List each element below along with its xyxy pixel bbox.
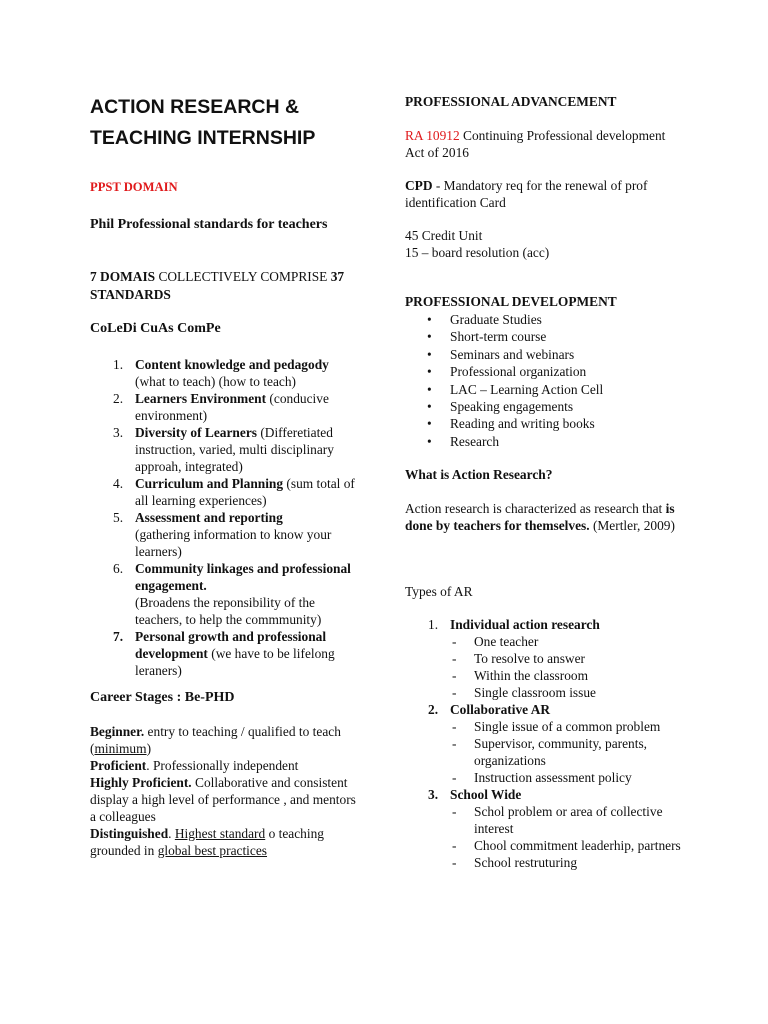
list-item [90, 424, 365, 475]
cpd-text: - Mandatory req for the renewal of prof identification Card [405, 178, 648, 210]
list-item [90, 356, 365, 390]
domain-title: Learners Environment [135, 391, 267, 406]
distinguished-label: Distinguished [90, 826, 169, 841]
list-number: 2. [428, 702, 439, 717]
bullet-icon: • [427, 433, 432, 449]
dash-icon: - [452, 685, 457, 700]
domain-desc: (what to teach) (how to teach) [135, 374, 296, 389]
list-item [90, 509, 365, 560]
list-item [405, 433, 685, 450]
bullet-text: Graduate Studies [450, 312, 542, 327]
bullet-text: Speaking engagements [450, 398, 574, 414]
ra-number: RA 10912 [405, 128, 460, 143]
list-number: 6. [113, 561, 124, 576]
sub-item [405, 667, 685, 684]
dash-icon: - [452, 719, 457, 734]
sub-item-text: Schol problem or area of collective interest [474, 804, 663, 836]
types-of-ar-heading: Types of AR [405, 584, 473, 599]
list-item [405, 346, 685, 363]
what-is-ar-heading: What is Action Research? [405, 467, 553, 482]
beginner-para [90, 723, 365, 757]
definition-c: (Mertler, 2009) [589, 518, 675, 533]
list-item [90, 475, 365, 509]
list-item [90, 560, 365, 628]
proficient-text: . Professionally independent [146, 758, 299, 773]
list-item [90, 628, 365, 679]
bullet-icon: • [427, 312, 432, 327]
distinguished-mid: o teaching grounded in [90, 826, 324, 858]
sub-item [405, 718, 685, 735]
sub-item-text: Chool commitment leaderhip, partners [474, 838, 681, 853]
domain-title: Curriculum and Planning [135, 476, 284, 491]
domain-desc: (sum total of all learning experiences) [135, 476, 355, 508]
dash-icon: - [452, 804, 457, 819]
domain-desc: (we have to be lifelong leraners) [135, 646, 335, 678]
document-title: ACTION RESEARCH & TEACHING INTERNSHIP [90, 96, 316, 149]
credit-line: 45 Credit Unit [405, 228, 483, 243]
list-item [405, 616, 685, 633]
list-item [405, 381, 685, 398]
bullet-text: Professional organization [450, 364, 587, 380]
highly-proficient-text: Collaborative and consistent display a high level of performance , and mentors a colleagues [90, 775, 356, 824]
list-item [405, 415, 685, 432]
domain-desc: (Broadens the reponsibility of the teachers, to help the commmunity) [135, 595, 322, 627]
list-number: 5. [113, 510, 124, 525]
distinguished-para [90, 825, 365, 859]
highest-standard: Highest standard [174, 826, 266, 841]
bullet-text: LAC – Learning Action Cell [450, 381, 604, 397]
domain-title: Content knowledge and pedagody [135, 357, 329, 372]
domains-standards: 37 STANDARDS [90, 269, 345, 302]
career-stages-heading: Career Stages : Be-PHD [90, 690, 235, 705]
mnemonic-heading: CoLeDi CuAs ComPe [90, 321, 221, 336]
sub-item-text: Single classroom issue [474, 685, 596, 700]
sub-item [405, 803, 685, 837]
domains-mid: COLLECTIVELY COMPRISE [155, 269, 331, 284]
bullet-icon: • [427, 416, 432, 432]
list-number: 3. [428, 787, 439, 802]
domain-desc: (Differetiated instruction, varied, multi disciplinary approah, integrated) [135, 425, 334, 474]
sub-item [405, 854, 685, 871]
sub-item-text: Supervisor, community, parents, organizations [474, 736, 648, 768]
ar-types-list [405, 616, 685, 871]
list-number: 4. [113, 476, 124, 491]
ppst-domain-heading: PPST DOMAIN [90, 180, 178, 194]
dash-icon: - [452, 651, 457, 666]
list-item [90, 390, 365, 424]
bullet-text: Seminars and webinars [450, 346, 575, 362]
highly-proficient-para [90, 774, 365, 825]
domains-count: 7 DOMAIS [90, 269, 156, 284]
sub-item-text: School restruturing [474, 855, 578, 870]
domain-title: Community linkages and professional engagement. [135, 561, 351, 593]
list-item [405, 311, 685, 328]
dash-icon: - [452, 634, 457, 649]
global-best-practices: global best practices [157, 843, 268, 858]
bullet-icon: • [427, 346, 432, 362]
ar-type-title: Individual action research [450, 617, 600, 632]
sub-item [405, 837, 685, 854]
sub-item-text: Within the classroom [474, 668, 589, 683]
sub-item [405, 735, 685, 769]
domain-title: Personal growth and professional development [135, 629, 327, 661]
list-item [405, 786, 685, 803]
sub-item-text: Instruction assessment policy [474, 770, 632, 785]
dash-icon: - [452, 838, 457, 853]
bullet-icon: • [427, 398, 432, 414]
highly-proficient-label: Highly Proficient. [90, 775, 192, 790]
sub-item [405, 684, 685, 701]
ar-definition [405, 500, 685, 534]
bullet-text: Reading and writing books [450, 416, 595, 432]
dash-icon: - [452, 668, 457, 683]
definition-a: Action research is characterized as research that [405, 501, 666, 516]
dash-icon: - [452, 770, 457, 785]
bullet-text: Research [450, 433, 500, 449]
list-item [405, 328, 685, 345]
beginner-minimum: minimum [94, 741, 147, 756]
cpd-label: CPD [405, 178, 433, 193]
list-item [405, 398, 685, 415]
pd-bullet-list [405, 311, 685, 450]
domain-desc: (conducive environment) [135, 391, 329, 423]
sub-item [405, 650, 685, 667]
sub-item-text: Single issue of a common problem [474, 719, 661, 734]
dash-icon: - [452, 855, 457, 870]
domain-title: Diversity of Learners [135, 425, 257, 440]
bullet-text: Short-term course [450, 329, 547, 345]
sub-item [405, 769, 685, 786]
sub-item [405, 633, 685, 650]
domains-list [90, 356, 365, 679]
list-item [405, 363, 685, 380]
list-number: 2. [113, 391, 124, 406]
proficient-para [90, 757, 365, 774]
professional-development-heading: PROFESSIONAL DEVELOPMENT [405, 294, 617, 309]
ar-type-title: Collaborative AR [450, 702, 551, 717]
ra-text: Continuing Professional development Act of 2016 [405, 128, 666, 160]
domain-desc: (gathering information to know your learners) [135, 527, 332, 559]
bullet-icon: • [427, 329, 432, 345]
career-stages-text [90, 723, 365, 859]
list-number: 3. [113, 425, 124, 440]
domains-summary [90, 268, 365, 304]
ar-type-title: School Wide [450, 787, 522, 802]
sub-item-text: To resolve to answer [474, 651, 585, 666]
dash-icon: - [452, 736, 457, 751]
definition-b: is done by teachers for themselves. [405, 501, 675, 533]
distinguished-dot: . [168, 826, 175, 841]
sub-item-text: One teacher [474, 634, 539, 649]
domain-title: Assessment and reporting [135, 510, 283, 525]
beginner-label: Beginner. [90, 724, 145, 739]
list-item [405, 701, 685, 718]
bullet-icon: • [427, 381, 432, 397]
list-number: 1. [113, 357, 124, 372]
professional-advancement-heading: PROFESSIONAL ADVANCEMENT [405, 94, 617, 109]
list-number: 1. [428, 617, 439, 632]
board-line: 15 – board resolution (acc) [405, 245, 550, 260]
ra-paragraph [405, 127, 685, 161]
list-number: 7. [113, 629, 124, 644]
bullet-icon: • [427, 364, 432, 380]
credit-units [405, 227, 685, 261]
beginner-close: ) [146, 741, 152, 756]
phil-standards-heading: Phil Professional standards for teachers [90, 217, 328, 232]
cpd-paragraph [405, 177, 685, 211]
proficient-label: Proficient [90, 758, 147, 773]
beginner-text: entry to teaching / qualified to teach ( [90, 724, 341, 756]
